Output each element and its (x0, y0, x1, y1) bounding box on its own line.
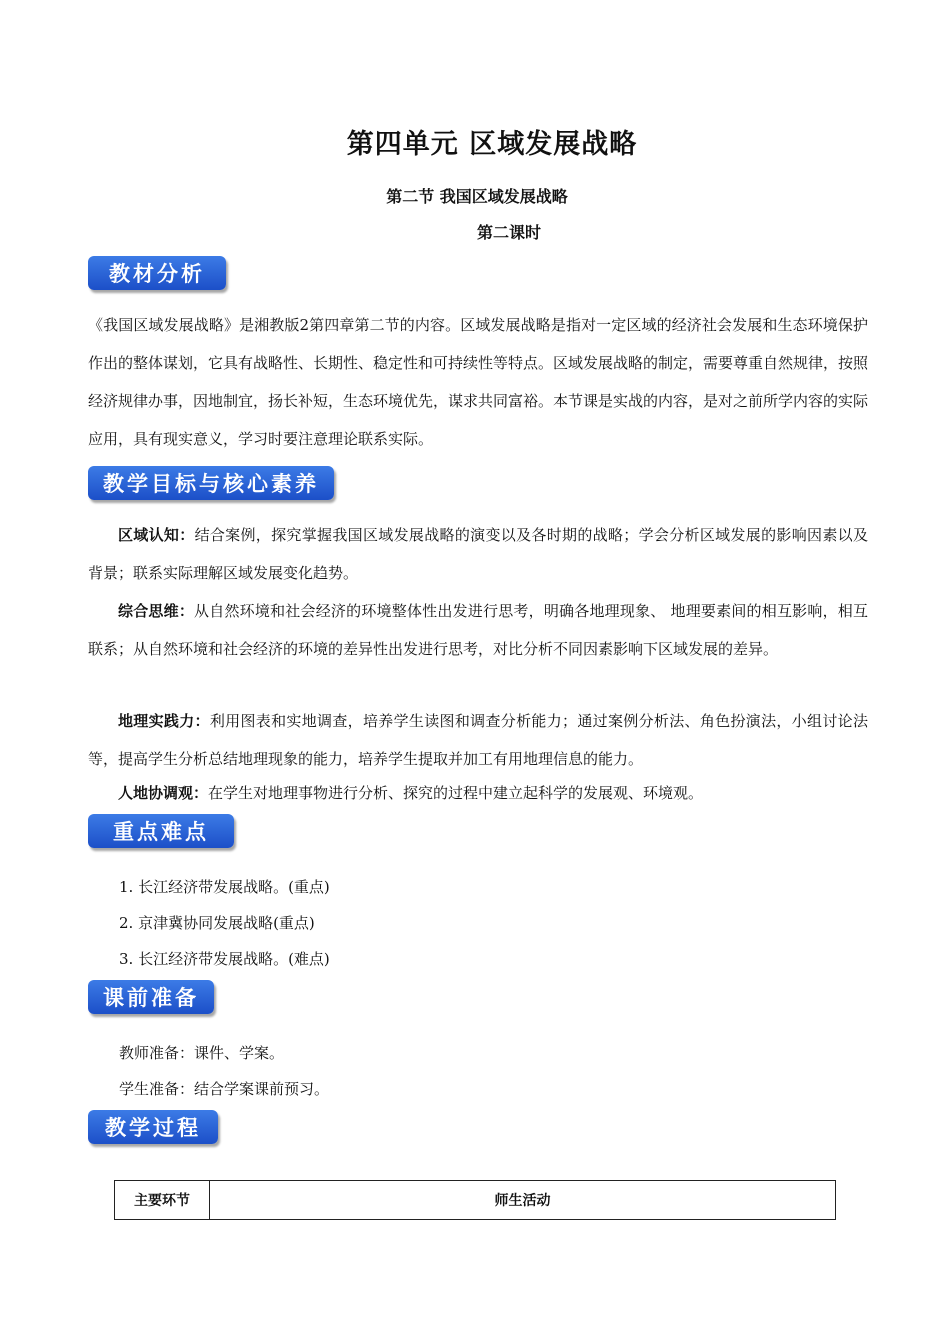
materials-paragraph: 《我国区域发展战略》是湘教版2第四章第二节的内容。区域发展战略是指对一定区域的经济社会发展和生态环境保护作出的整体谋划，它具有战略性、长期性、稳定性和可持续性等特点。区域发展战略的制定，需要尊重自然规律，按照经济规律办事，因地制宜，扬长补短，生态环境优先，谋求共同富裕。本节课是实战的内容，是对之前所学内容的实际应用，具有现实意义，学习时要注意理论联系实际。 (88, 316, 869, 448)
section-badge-keypoints: 重点难点 (88, 814, 234, 848)
keypoint-item: 3. 长江经济带发展战略。(难点) (119, 950, 330, 968)
goal-text: 利用图表和实地调查，培养学生读图和调查分析能力；通过案例分析法、角色扮演法，小组讨论法等，提高学生分析总结地理现象的能力，培养学生提取并加工有用地理信息的能力。 (88, 712, 868, 768)
section-badge-prep: 课前准备 (88, 980, 214, 1014)
goal-geo-practice (88, 702, 868, 778)
section-badge-process: 教学过程 (88, 1110, 218, 1144)
keypoint-item: 1. 长江经济带发展战略。(重点) (119, 878, 330, 896)
page-title: 第四单元 区域发展战略 (346, 129, 638, 160)
goal-label: 综合思维： (118, 602, 195, 620)
table-header-activity: 师生活动 (210, 1181, 836, 1220)
goal-text: 从自然环境和社会经济的环境整体性出发进行思考，明确各地理现象、 地理要素间的相互影响，相互联系；从自然环境和社会经济的环境的差异性出发进行思考，对比分析不同因素影响下区域发展的差异。 (88, 602, 868, 658)
goal-human-land (88, 774, 868, 812)
goal-regional-cognition (88, 516, 868, 592)
prep-student: 学生准备：结合学案课前预习。 (119, 1080, 330, 1098)
keypoint-item: 2. 京津冀协同发展战略(重点) (119, 914, 315, 932)
goal-label: 地理实践力： (118, 712, 210, 730)
goal-text: 在学生对地理事物进行分析、探究的过程中建立起科学的发展观、环境观。 (208, 784, 704, 802)
goal-label: 人地协调观： (118, 784, 209, 802)
section-badge-materials: 教材分析 (88, 256, 226, 290)
section-badge-goals: 教学目标与核心素养 (88, 466, 334, 500)
goal-label: 区域认知： (118, 526, 195, 544)
table-header-stage: 主要环节 (115, 1181, 210, 1220)
goal-text: 结合案例，探究掌握我国区域发展战略的演变以及各时期的战略；学会分析区域发展的影响因素以及背景；联系实际理解区域发展变化趋势。 (88, 526, 868, 582)
goal-integrated-thinking (88, 592, 868, 668)
section-subtitle: 第二节 我国区域发展战略 (386, 187, 568, 206)
prep-teacher: 教师准备：课件、学案。 (119, 1044, 285, 1062)
table-header-row (115, 1181, 836, 1220)
lesson-subtitle: 第二课时 (476, 223, 541, 242)
process-table (114, 1180, 836, 1220)
